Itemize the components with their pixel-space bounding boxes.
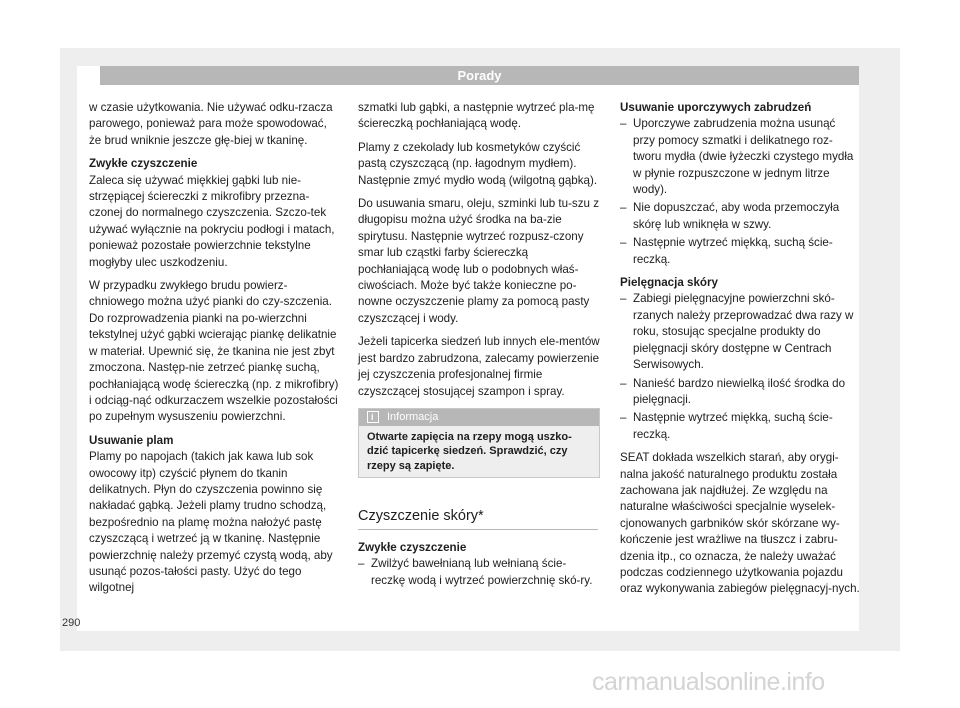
list-item: – Nie dopuszczać, aby woda przemoczyła skórę lub wniknęła w szwy. [620, 200, 860, 233]
page-frame-top [60, 48, 900, 66]
paragraph: Jeżeli tapicerka siedzeń lub innych ele-mentów jest bardzo zabrudzona, zalecamy powierzenie jej czyszczenia profesjonalnej firmie czyszczącej stosującej szampon i spray. [358, 335, 600, 398]
section-title-leather: Czyszczenie skóry* [358, 490, 598, 529]
list-item: – Następnie wytrzeć miękką, suchą ście-reczką. [620, 235, 860, 268]
page-frame-bottom [60, 631, 900, 651]
info-box-label: Informacja [387, 410, 439, 423]
bullet-list [620, 291, 860, 443]
info-icon [367, 411, 379, 423]
bullet-list [358, 556, 600, 589]
paragraph: Plamy po napojach (takich jak kawa lub sok owocowy itp) czyścić płynem do tkanin delikatnych. Płyn do czyszczenia powinno się nakładać gąbką. Jeżeli plamy trudno schodzą, bezpośrednio na plamę można nałożyć pastę czyszczącą i wetrzeć ją w tkaninę. Następnie powierzchnię należy przemyć czystą wodą, aby usunąć pozos-tałości pasty. Użyć do tego wilgotnej [89, 450, 333, 595]
watermark: carmanualsonline.info [592, 668, 825, 696]
list-item: – Zabiegi pielęgnacyjne powierzchni skó-rzanych należy przeprowadzać dwa razy w roku, stosując specjalne produkty do pielęgnacji skóry dostępne w Centrach Serwisowych. [620, 291, 860, 373]
paragraph: Zaleca się używać miękkiej gąbki lub nie-strzępiącej ściereczki z mikrofibry przezna-czonej do normalnego czyszczenia. Szczo-tek używać wyłącznie na pokryciu podłogi i matach, ponieważ pozostałe powierzchnie tekstylne mogłyby ulec uszkodzeniu. [89, 173, 335, 269]
paragraph: SEAT dokłada wszelkich starań, aby orygi-nalna jakość naturalnego produktu została zachowana jak najdłużej. Ze względu na naturalne właściwości specjalnie wyselek-cjonowanych garbników skór skórzane wy-kończenie jest wrażliwe na tłuszcz i zabru-dzenia itp., co oznacza, że należy uważać podczas codziennego użytkowania pojazdu oraz wykonywania zabiegów pielęgnacyj-nych. [620, 451, 860, 596]
info-box-text: Otwarte zapięcia na rzepy mogą uszko-dzić tapicerkę siedzeń. Sprawdzić, czy rzepy są zapięte. [359, 426, 599, 478]
bullet-list [620, 116, 860, 268]
column-middle [358, 100, 600, 596]
heading-stubborn-dirt: Usuwanie uporczywych zabrudzeń [620, 101, 812, 114]
info-box-header [359, 409, 599, 426]
column-left [89, 100, 341, 604]
page-header: Porady [100, 66, 859, 85]
list-item: – Zwilżyć bawełnianą lub wełnianą ście-reczkę wodą i wytrzeć powierzchnię skó-ry. [358, 556, 600, 589]
paragraph: szmatki lub gąbki, a następnie wytrzeć pla-mę ściereczką pochłaniającą wodę. [358, 101, 595, 131]
page-number: 290 [62, 617, 81, 629]
paragraph: W przypadku zwykłego brudu powierz-chniowego można użyć pianki do czy-szczenia. Do rozprowadzenia pianki na po-wierzchni tekstylnej użyć gąbki wcierając piankę delikatnie w materiał. Upewnić się, że tkanina nie jest zbyt zmoczona. Następ-nie zetrzeć piankę suchą, pochłaniającą wodę ściereczką (np. z mikrofibry) i odciąg-nąć odkurzaczem wszelkie pozostałości po zupełnym wysuszeniu powierzchni. [89, 279, 339, 424]
column-right [620, 100, 860, 605]
info-box [358, 408, 600, 479]
page-frame-right [859, 48, 900, 631]
list-item: – Nanieść bardzo niewielką ilość środka do pielęgnacji. [620, 376, 860, 409]
heading-stain-removal: Usuwanie plam [89, 433, 174, 447]
heading-regular-cleaning: Zwykłe czyszczenie [89, 157, 198, 171]
heading-leather-care: Pielęgnacja skóry [620, 276, 718, 290]
page-frame-left [60, 48, 77, 631]
paragraph: Plamy z czekolady lub kosmetyków czyścić pastą czyszczącą (np. łagodnym mydłem). Następnie zmyć mydło wodą (wilgotną gąbką). [358, 140, 598, 187]
list-item: – Następnie wytrzeć miękką, suchą ście-reczką. [620, 410, 860, 443]
list-item: – Uporczywe zabrudzenia można usunąć przy pomocy szmatki i delikatnego roz-tworu mydła (dwie łyżeczki czystego mydła w płynie rozpuszczone w jednym litrze wody). [620, 116, 860, 198]
paragraph: Do usuwania smaru, oleju, szminki lub tu-szu z długopisu można użyć środka na ba-zie spirytusu. Następnie wytrzeć rozpusz-czony smar lub cząstki farby ściereczką pochłaniającą wodę lub o podobnych właś-ciwościach. Może być także konieczne po-nowne oczyszczenie plamy za pomocą pasty czyszczącej i wody. [358, 197, 599, 325]
paragraph: w czasie użytkowania. Nie używać odku-rzacza parowego, ponieważ para może spowodować, że brud wniknie jeszcze głę-biej w tkaninę. [89, 101, 333, 147]
heading-regular-cleaning-leather: Zwykłe czyszczenie [358, 540, 467, 554]
